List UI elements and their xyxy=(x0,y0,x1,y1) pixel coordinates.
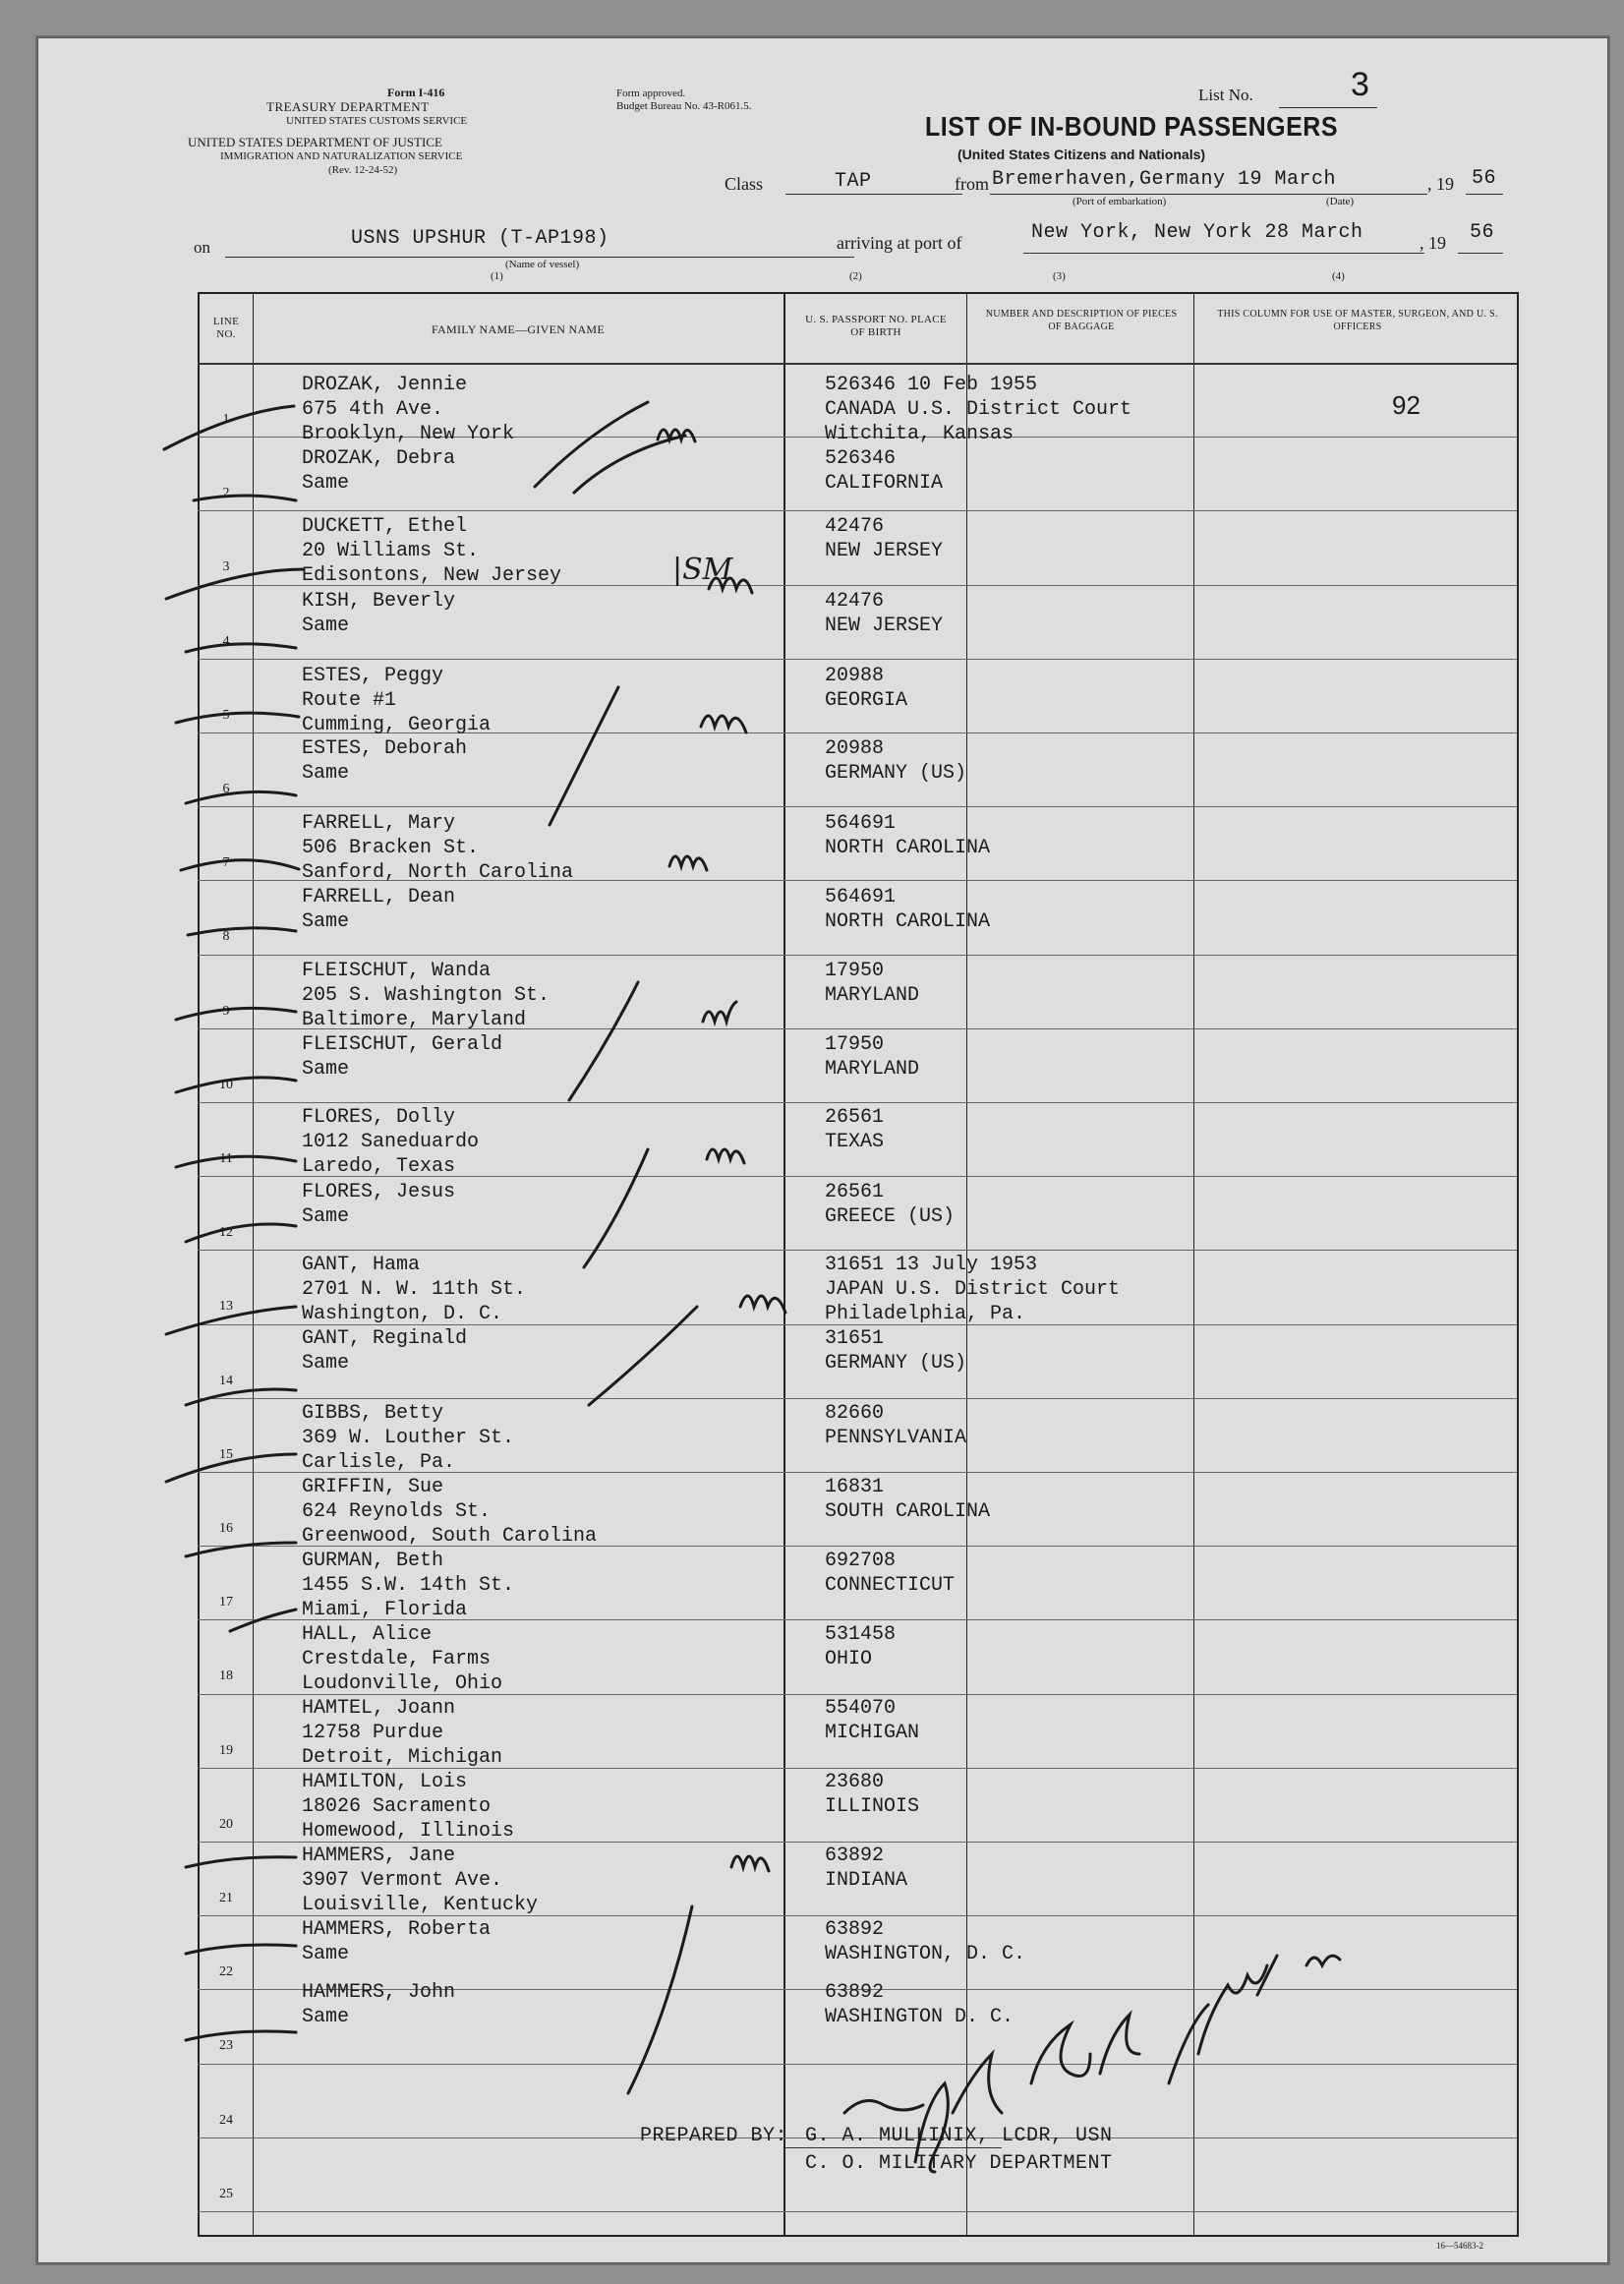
passport-line: 526346 10 Feb 1955 xyxy=(825,374,1038,396)
line-number: 19 xyxy=(219,1742,233,1758)
line-number: 23 xyxy=(219,2038,233,2054)
passenger-name-line: HAMILTON, Lois xyxy=(302,1771,468,1793)
treasury-dept: TREASURY DEPARTMENT xyxy=(266,99,430,114)
passenger-name-line: HAMMERS, Jane xyxy=(302,1845,456,1867)
passport-line: JAPAN U.S. District Court xyxy=(825,1278,1121,1301)
passport-entry xyxy=(825,514,943,563)
passport-line: 692708 xyxy=(825,1550,897,1572)
passenger-name-line: 369 W. Louther St. xyxy=(302,1427,515,1449)
passenger-entry xyxy=(302,373,514,446)
passenger-name-line: Same xyxy=(302,1352,350,1375)
class-value: TAP xyxy=(835,170,872,193)
passport-entry xyxy=(825,736,966,786)
passenger-name-line: HAMTEL, Joann xyxy=(302,1697,456,1720)
passport-entry xyxy=(825,959,919,1008)
passenger-entry xyxy=(302,1696,502,1770)
vessel-name: USNS UPSHUR (T-AP198) xyxy=(351,227,609,250)
form-approved: Form approved. xyxy=(616,88,686,99)
passport-line: 526346 xyxy=(825,447,897,470)
passenger-name-line: Same xyxy=(302,1205,350,1228)
passport-line: OHIO xyxy=(825,1648,873,1670)
passenger-name-line: Homewood, Illinois xyxy=(302,1820,515,1843)
line-number: 7 xyxy=(222,855,230,871)
line-number: 4 xyxy=(222,633,230,649)
passport-entry xyxy=(825,885,990,934)
passenger-entry xyxy=(302,736,467,786)
passenger-entry xyxy=(302,1475,597,1549)
prepared-by-label: PREPARED BY: xyxy=(640,2125,788,2147)
passport-entry xyxy=(825,664,907,713)
passenger-name-line: ESTES, Peggy xyxy=(302,665,444,687)
form-number: Form I-416 xyxy=(387,86,445,99)
passenger-name-line: Same xyxy=(302,910,350,933)
passport-entry xyxy=(825,1980,1014,2029)
vessel-caption: (Name of vessel) xyxy=(505,259,580,270)
passport-line: 23680 xyxy=(825,1771,885,1793)
passenger-name-line: Same xyxy=(302,1058,350,1081)
passenger-name-line: Same xyxy=(302,2006,350,2028)
passport-entry xyxy=(825,1770,919,1819)
passport-line: 42476 xyxy=(825,515,885,538)
passport-entry xyxy=(825,1032,919,1082)
passenger-name-line: Edisontons, New Jersey xyxy=(302,564,562,587)
passenger-name-line: KISH, Beverly xyxy=(302,590,456,613)
passenger-name-line: 205 S. Washington St. xyxy=(302,984,551,1007)
budget-bureau: Budget Bureau No. 43-R061.5. xyxy=(616,100,752,112)
from-label: from xyxy=(955,174,989,194)
row-rule xyxy=(198,2064,1517,2065)
passenger-entry xyxy=(302,1770,514,1844)
passport-entry xyxy=(825,373,1131,446)
on-label: on xyxy=(194,238,210,257)
date-caption: (Date) xyxy=(1326,196,1355,207)
passenger-name-line: FARRELL, Mary xyxy=(302,812,456,835)
passenger-name-line: Brooklyn, New York xyxy=(302,423,515,445)
header-baggage: NUMBER AND DESCRIPTION OF PIECES OF BAGGAGE xyxy=(985,309,1178,332)
line-number: 3 xyxy=(222,559,230,575)
line-number: 12 xyxy=(219,1225,233,1241)
row-rule xyxy=(198,659,1517,660)
passenger-name-line: FLORES, Jesus xyxy=(302,1181,456,1203)
passenger-name-line: Louisville, Kentucky xyxy=(302,1894,539,1916)
passenger-entry xyxy=(302,1622,502,1696)
year-prefix-1: , 19 xyxy=(1427,174,1454,194)
row-rule xyxy=(198,1398,1517,1399)
passport-line: CANADA U.S. District Court xyxy=(825,398,1132,421)
passport-entry xyxy=(825,1549,955,1598)
passenger-name-line: Carlisle, Pa. xyxy=(302,1451,456,1474)
line-number: 15 xyxy=(219,1446,233,1462)
line-number: 20 xyxy=(219,1816,233,1832)
passenger-name-line: HAMMERS, John xyxy=(302,1981,456,2004)
passport-line: NORTH CAROLINA xyxy=(825,910,991,933)
passenger-name-line: Sanford, North Carolina xyxy=(302,861,574,884)
passport-line: ILLINOIS xyxy=(825,1795,920,1818)
passenger-name-line: GANT, Hama xyxy=(302,1254,421,1276)
passenger-name-line: Same xyxy=(302,472,350,495)
passenger-name-line: Route #1 xyxy=(302,689,397,712)
passport-line: 31651 13 July 1953 xyxy=(825,1254,1038,1276)
passenger-name-line: FARRELL, Dean xyxy=(302,886,456,908)
passport-line: GEORGIA xyxy=(825,689,908,712)
passport-line: NORTH CAROLINA xyxy=(825,837,991,859)
passenger-name-line: Detroit, Michigan xyxy=(302,1746,503,1769)
line-number: 17 xyxy=(219,1595,233,1611)
line-number: 21 xyxy=(219,1891,233,1905)
passenger-entry xyxy=(302,446,455,496)
passenger-name-line: FLEISCHUT, Gerald xyxy=(302,1033,503,1056)
passport-entry xyxy=(825,1105,884,1154)
list-no-value: 3 xyxy=(1351,66,1369,103)
form-title: LIST OF IN-BOUND PASSENGERS xyxy=(925,111,1339,143)
passenger-entry xyxy=(302,1401,514,1475)
passenger-name-line: 12758 Purdue xyxy=(302,1722,444,1744)
col-num-3: (3) xyxy=(1053,270,1066,282)
passport-line: GERMANY (US) xyxy=(825,1352,967,1375)
line-number: 6 xyxy=(222,782,230,796)
passenger-entry xyxy=(302,885,455,934)
passenger-entry xyxy=(302,664,491,737)
passport-line: 564691 xyxy=(825,886,897,908)
prepared-by-dept: C. O. MILITARY DEPARTMENT xyxy=(805,2152,1113,2175)
line-number: 8 xyxy=(222,929,230,945)
passenger-name-line: 506 Bracken St. xyxy=(302,837,480,859)
passport-line: 63892 xyxy=(825,1981,885,2004)
customs-service: UNITED STATES CUSTOMS SERVICE xyxy=(286,115,468,127)
passenger-name-line: GRIFFIN, Sue xyxy=(302,1476,444,1498)
line-number: 18 xyxy=(219,1669,233,1684)
form-subtitle: (United States Citizens and Nationals) xyxy=(957,146,1206,162)
passenger-name-line: Crestdale, Farms xyxy=(302,1648,492,1670)
class-label: Class xyxy=(725,174,764,194)
passenger-name-line: Washington, D. C. xyxy=(302,1303,503,1325)
line-number: 5 xyxy=(222,707,230,723)
passenger-entry xyxy=(302,1032,502,1082)
line-number: 14 xyxy=(219,1373,233,1388)
arrival-value: New York, New York 28 March xyxy=(1031,221,1363,244)
passport-line: 63892 xyxy=(825,1845,885,1867)
row-rule xyxy=(198,510,1517,511)
svg-text:|SM: |SM xyxy=(672,553,733,587)
passport-line: WASHINGTON D. C. xyxy=(825,2006,1015,2028)
year-prefix-2: , 19 xyxy=(1420,233,1446,253)
passport-line: 564691 xyxy=(825,812,897,835)
passport-entry xyxy=(825,1917,1025,1966)
passport-line: MARYLAND xyxy=(825,1058,920,1081)
passenger-name-line: Same xyxy=(302,1943,350,1965)
ins-label: IMMIGRATION AND NATURALIZATION SERVICE xyxy=(220,150,463,162)
col-num-1: (1) xyxy=(491,270,503,282)
passport-line: 531458 xyxy=(825,1623,897,1646)
passport-entry xyxy=(825,811,990,860)
line-number: 2 xyxy=(222,486,230,501)
passport-line: 17950 xyxy=(825,1033,885,1056)
passport-line: Witchita, Kansas xyxy=(825,423,1015,445)
header-officers: THIS COLUMN FOR USE OF MASTER, SURGEON, AND U. S. OFFICERS xyxy=(1217,309,1498,332)
passenger-name-line: Same xyxy=(302,615,350,637)
passenger-name-line: ESTES, Deborah xyxy=(302,737,468,760)
passenger-name-line: DUCKETT, Ethel xyxy=(302,515,468,538)
passenger-name-line: FLEISCHUT, Wanda xyxy=(302,960,492,982)
line-number: 11 xyxy=(219,1151,233,1166)
passenger-name-line: 3907 Vermont Ave. xyxy=(302,1869,503,1892)
passport-line: 554070 xyxy=(825,1697,897,1720)
header-passport: U. S. PASSPORT NO. PLACE OF BIRTH xyxy=(805,314,947,338)
row-rule xyxy=(198,2211,1517,2212)
passport-line: PENNSYLVANIA xyxy=(825,1427,967,1449)
row-rule xyxy=(198,806,1517,807)
year-value-1: 56 xyxy=(1472,167,1497,190)
passenger-name-line: 18026 Sacramento xyxy=(302,1795,492,1818)
passenger-name-line: GANT, Reginald xyxy=(302,1327,468,1350)
line-number: 9 xyxy=(222,1003,230,1019)
passenger-name-line: Loudonville, Ohio xyxy=(302,1672,503,1695)
line-number: 1 xyxy=(222,412,230,427)
passport-line: 42476 xyxy=(825,590,885,613)
passenger-entry xyxy=(302,1326,467,1376)
line-number: 22 xyxy=(219,1964,233,1980)
passenger-name-line: 675 4th Ave. xyxy=(302,398,444,421)
passenger-name-line: DROZAK, Jennie xyxy=(302,374,468,396)
passport-line: TEXAS xyxy=(825,1131,885,1153)
passenger-entry xyxy=(302,1253,526,1326)
passport-line: SOUTH CAROLINA xyxy=(825,1500,991,1523)
passport-line: MARYLAND xyxy=(825,984,920,1007)
passport-line: MICHIGAN xyxy=(825,1722,920,1744)
line-number: 13 xyxy=(219,1299,233,1315)
passenger-name-line: Same xyxy=(302,762,350,785)
passport-line: WASHINGTON, D. C. xyxy=(825,1943,1026,1965)
passport-entry xyxy=(825,1844,907,1893)
passenger-name-line: Cumming, Georgia xyxy=(302,714,492,736)
line-number: 16 xyxy=(219,1521,233,1536)
passport-line: CALIFORNIA xyxy=(825,472,944,495)
passport-line: GERMANY (US) xyxy=(825,762,967,785)
passenger-name-line: 1455 S.W. 14th St. xyxy=(302,1574,515,1597)
line-number: 25 xyxy=(219,2186,233,2201)
passport-entry xyxy=(825,1253,1120,1326)
passport-line: INDIANA xyxy=(825,1869,908,1892)
passenger-name-line: GIBBS, Betty xyxy=(302,1402,444,1425)
passport-line: 20988 xyxy=(825,665,885,687)
row-rule xyxy=(198,1102,1517,1103)
line-number: 24 xyxy=(219,2112,233,2128)
passenger-name-line: DROZAK, Debra xyxy=(302,447,456,470)
officer-note: 92 xyxy=(1392,390,1421,420)
passenger-name-line: Miami, Florida xyxy=(302,1599,468,1621)
header-name: FAMILY NAME—GIVEN NAME xyxy=(431,322,606,336)
col-num-2: (2) xyxy=(849,270,862,282)
passport-line: 26561 xyxy=(825,1106,885,1129)
passport-line: 26561 xyxy=(825,1181,885,1203)
passport-line: CONNECTICUT xyxy=(825,1574,956,1597)
prepared-by-officer: G. A. MULLINIX, LCDR, USN xyxy=(805,2125,1113,2147)
passport-line: NEW JERSEY xyxy=(825,615,944,637)
passport-entry xyxy=(825,589,943,638)
passenger-entry xyxy=(302,959,550,1032)
line-number: 10 xyxy=(219,1077,233,1092)
passport-line: 20988 xyxy=(825,737,885,760)
passenger-entry xyxy=(302,1980,455,2029)
passenger-name-line: HAMMERS, Roberta xyxy=(302,1918,492,1941)
passenger-entry xyxy=(302,514,561,588)
passenger-name-line: HALL, Alice xyxy=(302,1623,433,1646)
print-code: 16—54683-2 xyxy=(1436,2241,1483,2251)
doj-label: UNITED STATES DEPARTMENT OF JUSTICE xyxy=(188,135,442,149)
passenger-entry xyxy=(302,1549,514,1622)
passport-entry xyxy=(825,1622,896,1671)
arriving-label: arriving at port of xyxy=(837,233,962,253)
passenger-entry xyxy=(302,811,573,885)
revision: (Rev. 12-24-52) xyxy=(328,164,398,176)
passenger-entry xyxy=(302,1180,455,1229)
passport-line: GREECE (US) xyxy=(825,1205,956,1228)
passenger-name-line: 1012 Saneduardo xyxy=(302,1131,480,1153)
year-value-2: 56 xyxy=(1470,221,1495,244)
passenger-entry xyxy=(302,1105,479,1179)
passenger-entry xyxy=(302,1844,538,1917)
passport-line: 31651 xyxy=(825,1327,885,1350)
passport-entry xyxy=(825,1401,966,1450)
passenger-name-line: 2701 N. W. 11th St. xyxy=(302,1278,527,1301)
passport-entry xyxy=(825,1326,966,1376)
form-page xyxy=(37,37,1608,2263)
passenger-name-line: GURMAN, Beth xyxy=(302,1550,444,1572)
passenger-name-line: 624 Reynolds St. xyxy=(302,1500,492,1523)
passport-line: Philadelphia, Pa. xyxy=(825,1303,1026,1325)
passenger-entry xyxy=(302,589,455,638)
passport-line: NEW JERSEY xyxy=(825,540,944,562)
passenger-name-line: 20 Williams St. xyxy=(302,540,480,562)
passport-line: 63892 xyxy=(825,1918,885,1941)
passenger-name-line: FLORES, Dolly xyxy=(302,1106,456,1129)
passport-entry xyxy=(825,1475,990,1524)
header-line-no: LINE NO. xyxy=(212,316,240,340)
passport-entry xyxy=(825,446,943,496)
passport-entry xyxy=(825,1180,955,1229)
port-caption: (Port of embarkation) xyxy=(1073,196,1167,207)
passport-line: 82660 xyxy=(825,1402,885,1425)
passport-entry xyxy=(825,1696,919,1745)
passenger-name-line: Greenwood, South Carolina xyxy=(302,1525,598,1548)
embarkation-value: Bremerhaven,Germany 19 March xyxy=(992,168,1337,191)
passport-line: 16831 xyxy=(825,1476,885,1498)
passenger-entry xyxy=(302,1917,491,1966)
col-num-4: (4) xyxy=(1332,270,1345,282)
row-rule xyxy=(198,955,1517,956)
passenger-name-line: Baltimore, Maryland xyxy=(302,1009,527,1031)
row-rule xyxy=(198,1250,1517,1251)
passenger-name-line: Laredo, Texas xyxy=(302,1155,456,1178)
passport-line: 17950 xyxy=(825,960,885,982)
list-no-label: List No. xyxy=(1198,86,1253,104)
